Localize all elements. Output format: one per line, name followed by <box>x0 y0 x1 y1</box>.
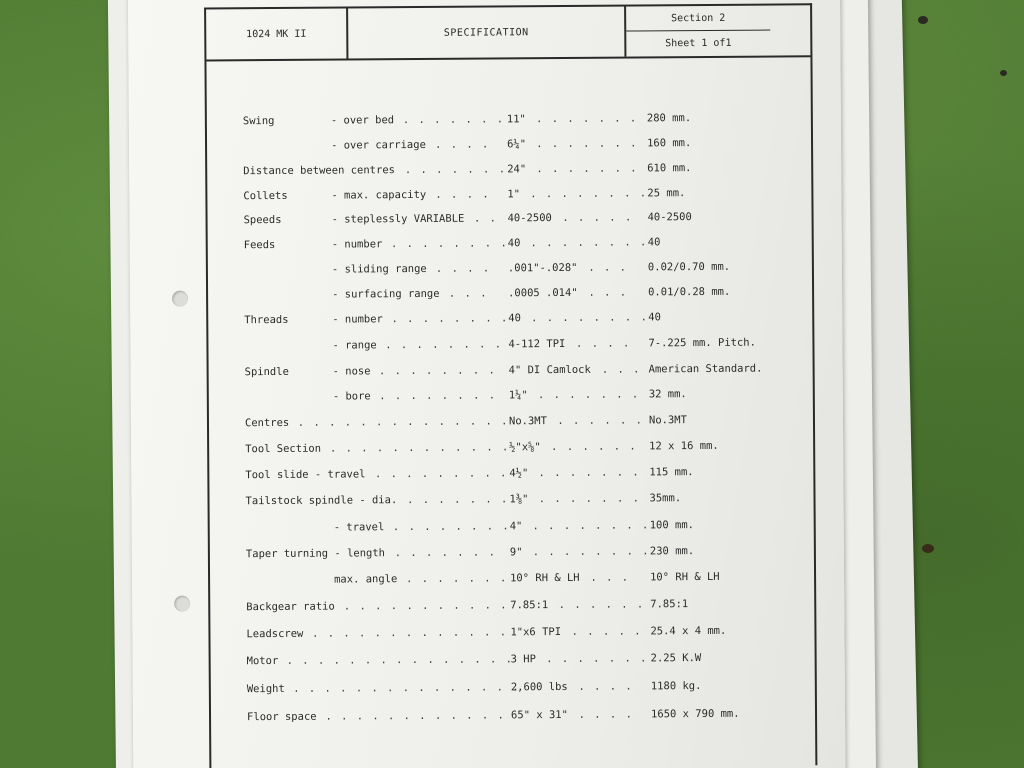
spec-row <box>208 285 812 307</box>
spec-row <box>207 186 811 208</box>
spec-sublabel: - over carriage <box>331 138 426 152</box>
leader-dots: . . . . . . . <box>538 492 641 506</box>
spec-sublabel: - number <box>332 313 383 326</box>
punch-hole <box>172 291 188 307</box>
spec-label: Weight <box>246 682 285 696</box>
spec-label: Distance between centres <box>243 164 395 178</box>
spec-row <box>209 387 813 409</box>
spec-imperial-value: 2,600 lbs <box>510 680 568 694</box>
leader-dots: . . . . . . . . <box>391 312 509 326</box>
spec-imperial-value: No.3MT <box>508 415 547 428</box>
spec-metric-value: 7-.225 mm. Pitch. <box>648 336 756 350</box>
spec-sublabel: max. angle <box>334 573 398 586</box>
spec-sublabel: - steplessly VARIABLE <box>331 212 465 226</box>
spec-row <box>208 336 812 358</box>
spec-metric-value: 25.4 x 4 mm. <box>650 624 727 638</box>
leader-dots: . . . . . . . . . . . . <box>329 441 510 455</box>
spec-row <box>208 310 812 332</box>
spec-imperial-value: 4½" <box>509 467 529 480</box>
spec-imperial-value: 9" <box>509 546 523 559</box>
leader-dots: . . . . . . . . <box>531 311 649 325</box>
spec-sublabel: - over bed <box>330 114 395 127</box>
spec-row <box>208 260 812 282</box>
bench-bolt <box>922 544 934 553</box>
leader-dots: . . . . . . . . . <box>374 467 508 481</box>
spec-label: Spindle <box>244 365 289 379</box>
spec-label: Motor <box>246 654 279 668</box>
spec-sublabel: - bore <box>332 390 371 403</box>
leader-dots: . . . . . . . . . . . . . . . <box>293 681 521 695</box>
leader-dots: . . . . <box>575 337 631 350</box>
spec-header <box>206 5 810 61</box>
spec-metric-value: 7.85:1 <box>650 598 689 611</box>
model-number: 1024 MK II <box>206 8 348 59</box>
spec-frame <box>204 3 817 768</box>
spec-imperial-value: 4-112 TPI <box>508 337 566 351</box>
spec-row <box>207 161 811 183</box>
spec-metric-value: 25 mm. <box>647 187 686 200</box>
leader-dots: . . . . . . . . . . . . . <box>312 626 508 640</box>
specification-sheet <box>128 0 845 768</box>
spec-metric-value: 40-2500 <box>647 211 692 224</box>
leader-dots: . . . . . . . <box>546 652 648 666</box>
leader-dots: . . . . . <box>562 211 633 224</box>
spec-label: Tailstock spindle - dia. <box>245 494 398 508</box>
spec-row <box>211 679 815 701</box>
spec-imperial-value: 65" x 31" <box>510 708 568 722</box>
leader-dots: . . . . . . . . <box>532 519 650 533</box>
spec-row <box>211 707 815 729</box>
spec-row <box>210 544 814 566</box>
spec-imperial-value: 3 HP <box>510 653 536 666</box>
spec-imperial-value: 7.85:1 <box>510 599 549 612</box>
spec-imperial-value: 1"x6 TPI <box>510 625 562 639</box>
spec-sublabel: - sliding range <box>331 262 427 276</box>
spec-imperial-value: 4" <box>509 520 523 533</box>
spec-metric-value: 40 <box>648 311 661 324</box>
spec-imperial-value: .001"-.028" <box>507 261 578 275</box>
spec-label: Tool Section <box>245 442 322 456</box>
spec-imperial-value: 1" <box>507 188 521 201</box>
spec-imperial-value: .0005 .014" <box>508 286 578 300</box>
bench-bolt <box>1000 70 1007 76</box>
spec-label: Centres <box>244 416 290 430</box>
spec-imperial-value: 1¼" <box>508 389 528 402</box>
spec-imperial-value: 1⅜" <box>509 493 529 506</box>
leader-dots: . . . . . . . . <box>379 389 497 403</box>
leader-dots: . . . . . . . <box>404 163 507 177</box>
leader-dots: . . . . . . . . . . . . <box>325 709 506 723</box>
spec-row <box>209 362 813 384</box>
spec-sublabel: - travel <box>333 521 385 534</box>
leader-dots: . . . . . . . <box>536 162 639 176</box>
spec-label: Collets <box>243 189 288 203</box>
leader-dots: . . . <box>448 287 489 300</box>
leader-dots: . . . . . . . . <box>378 364 497 378</box>
leader-dots: . . . . . . <box>551 440 638 454</box>
leader-dots: . . . . . . . <box>402 113 505 127</box>
spec-label: Feeds <box>243 238 276 252</box>
spec-imperial-value: 4" DI Camlock <box>508 363 591 377</box>
spec-metric-value: 280 mm. <box>646 112 692 125</box>
spec-metric-value: No.3MT <box>648 414 687 427</box>
leader-dots: . . . . . . . . <box>532 545 651 559</box>
spec-label: Taper turning - length <box>245 547 386 561</box>
spec-sublabel: - max. capacity <box>331 188 427 202</box>
leader-dots: . . <box>473 212 498 225</box>
sheet-number: Sheet 1 of1 <box>665 37 732 49</box>
spec-label: Floor space <box>246 710 317 724</box>
spec-imperial-value: 40 <box>507 237 521 250</box>
spec-metric-value: 115 mm. <box>649 466 694 479</box>
leader-dots: . . . . <box>435 262 491 275</box>
leader-dots: . . . <box>590 571 630 584</box>
spec-metric-value: 160 mm. <box>646 137 692 150</box>
spec-metric-value: 40 <box>647 236 661 249</box>
leader-dots: . . . . <box>578 680 634 693</box>
leader-dots: . . . . . . . . . . . <box>343 599 509 613</box>
spec-row <box>209 491 813 513</box>
spec-label: Backgear ratio <box>246 600 335 614</box>
spec-row <box>207 111 811 133</box>
spec-row <box>209 439 813 461</box>
spec-imperial-value: 6¼" <box>507 138 527 151</box>
spec-row <box>208 210 812 232</box>
spec-metric-value: 1650 x 790 mm. <box>650 707 740 721</box>
leader-dots: . . . <box>588 286 628 299</box>
spec-metric-value: 610 mm. <box>647 162 692 175</box>
spec-sublabel: - range <box>332 339 377 352</box>
leader-dots: . . . . . . . . . . . . . . <box>297 415 510 429</box>
spec-imperial-value: 10° RH & LH <box>510 571 580 585</box>
spec-label: Tool slide - travel <box>245 468 366 482</box>
spec-metric-value: American Standard. <box>648 362 763 376</box>
leader-dots: . . . . . . . <box>406 572 508 586</box>
spec-imperial-value: 40 <box>508 312 521 325</box>
leader-dots: . . . . <box>578 708 634 721</box>
leader-dots: . . . . . . . <box>538 466 641 480</box>
leader-dots: . . . . . . . <box>537 388 640 402</box>
spec-sublabel: - nose <box>332 365 371 378</box>
leader-dots: . . . <box>601 363 641 376</box>
spec-label: Threads <box>244 313 289 327</box>
spec-imperial-value: 40-2500 <box>507 212 552 225</box>
leader-dots: . . . . . . . <box>536 112 638 126</box>
spec-metric-value: 230 mm. <box>649 545 695 558</box>
spec-sublabel: - surfacing range <box>332 287 440 301</box>
spec-row <box>209 413 813 435</box>
spec-row <box>208 235 812 257</box>
spec-row <box>210 624 814 646</box>
leader-dots: . . . . . . . . <box>392 520 511 534</box>
leader-dots: . . . . . . . <box>536 137 638 151</box>
leader-dots: . . . . <box>435 188 491 201</box>
spec-imperial-value: 11" <box>506 113 526 126</box>
leader-dots: . . . . . . . . <box>385 338 503 352</box>
leader-dots: . . . . . . . . <box>390 237 509 251</box>
bench-bolt <box>918 16 928 24</box>
leader-dots: . . . . . . . <box>407 493 509 507</box>
spec-row <box>210 518 814 540</box>
leader-dots: . . . . . <box>571 625 643 638</box>
punch-hole <box>174 596 190 612</box>
leader-dots: . . . . . . . . . . . . . . . <box>286 653 514 667</box>
spec-metric-value: 0.02/0.70 mm. <box>647 260 731 274</box>
spec-metric-value: 1180 kg. <box>650 680 702 693</box>
leader-dots: . . . . . . . . <box>530 187 648 201</box>
leader-dots: . . . . . . <box>557 414 644 428</box>
leader-dots: . . . . . . . . <box>530 236 648 250</box>
spec-row <box>210 570 814 592</box>
spec-metric-value: 0.01/0.28 mm. <box>648 285 731 299</box>
spec-metric-value: 35mm. <box>649 492 682 505</box>
spec-row <box>207 136 811 158</box>
leader-dots: . . . <box>588 261 628 274</box>
leader-dots: . . . . . . . <box>394 546 497 560</box>
spec-label: Leadscrew <box>246 627 304 641</box>
spec-row <box>209 465 813 487</box>
spec-imperial-value: ½"x⅝" <box>509 441 541 454</box>
spec-metric-value: 100 mm. <box>649 519 695 532</box>
spec-label: Speeds <box>243 213 282 227</box>
section-number: Section 2 <box>626 6 770 32</box>
spec-title: SPECIFICATION <box>348 7 626 59</box>
spec-sublabel: - number <box>331 238 383 251</box>
leader-dots: . . . . . . <box>558 598 645 612</box>
spec-imperial-value: 24" <box>507 163 527 176</box>
spec-row <box>210 597 814 619</box>
spec-row <box>211 651 815 673</box>
spec-metric-value: 2.25 K.W <box>650 652 702 665</box>
spec-metric-value: 32 mm. <box>648 388 687 401</box>
leader-dots: . . . . <box>435 138 490 151</box>
spec-label: Swing <box>242 114 275 128</box>
spec-metric-value: 12 x 16 mm. <box>649 439 719 453</box>
spec-metric-value: 10° RH & LH <box>650 570 720 584</box>
